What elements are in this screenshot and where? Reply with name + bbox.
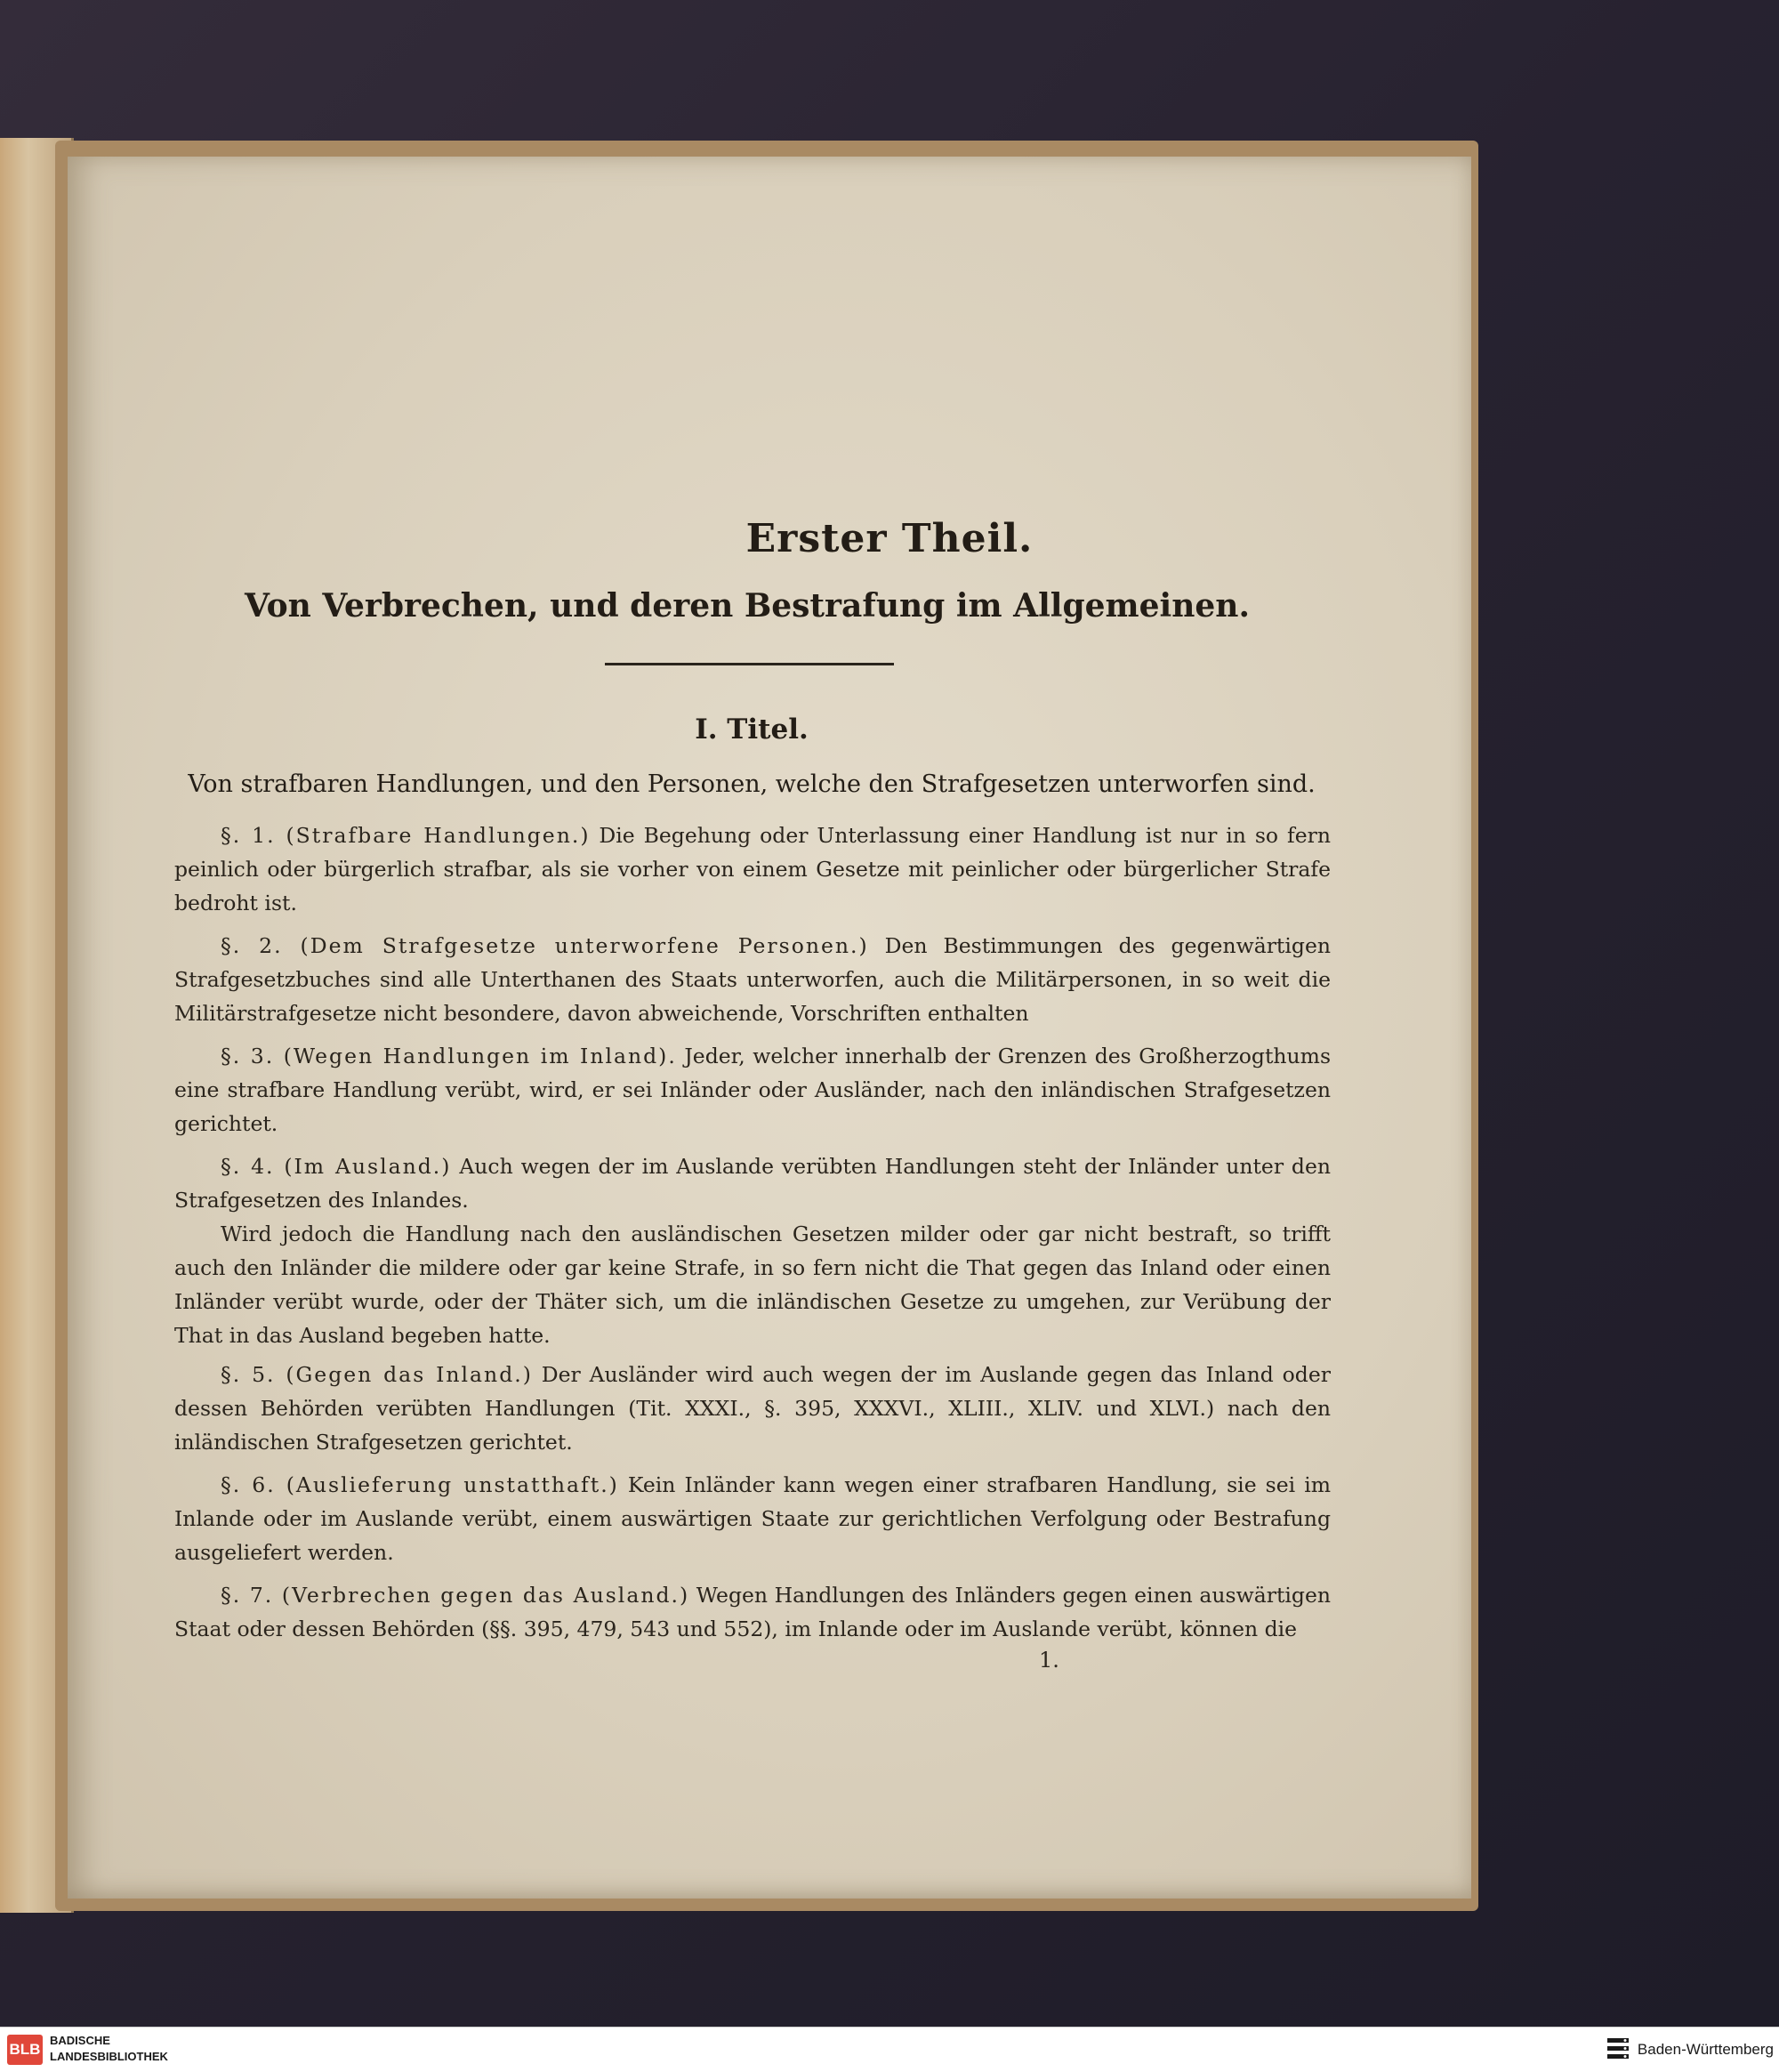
section-title: I. Titel. [695, 714, 809, 746]
paragraph-lead: §. 5. (Gegen das Inland.) [221, 1362, 533, 1387]
state-name: Baden-Württemberg [1637, 2041, 1774, 2058]
paragraph-5 [174, 1358, 1331, 1459]
paragraph-3 [174, 1039, 1331, 1141]
paragraph-text: Jeder, welcher innerhalb der Grenzen des Großherzogthums eine strafbare Handlung verübt, wird, er sei Inländer oder Ausländer, nach den inländischen Strafgesetzen gerichtet. [174, 1044, 1331, 1136]
library-name-line2: LANDESBIBLIOTHEK [50, 2050, 168, 2063]
paragraph-4-continuation [174, 1217, 1331, 1352]
paragraph-lead: §. 6. (Auslieferung unstatthaft.) [221, 1472, 619, 1497]
section-subtitle: Von strafbaren Handlungen, und den Personen, welche den Strafgesetzen unterworfen sind. [188, 770, 1316, 798]
paragraph-lead: §. 2. (Dem Strafgesetze unterworfene Personen.) [221, 933, 869, 958]
paragraph-text: Die Begehung oder Unterlassung einer Handlung ist nur in so fern peinlich oder bürgerlich strafbar, als sie vorher von einem Gesetze mit peinlicher oder bürgerlicher Strafe bedroht ist. [174, 823, 1331, 915]
viewer-footer [0, 2027, 1779, 2072]
paragraph-6 [174, 1468, 1331, 1569]
paragraph-lead: §. 3. (Wegen Handlungen im Inland). [221, 1044, 677, 1068]
paragraph-4 [174, 1149, 1331, 1217]
paragraph-text: Auch wegen der im Auslande verübten Handlungen steht der Inländer unter den Strafgesetzen des Inlandes. [174, 1154, 1331, 1213]
paragraph-text: Wegen Handlungen des Inländers gegen einen auswärtigen Staat oder dessen Behörden (§§. 395, 479, 543 und 552), im Inlande oder im Auslande verübt, können die [174, 1583, 1331, 1641]
paragraph-text: Der Ausländer wird auch wegen der im Auslande gegen das Inland oder dessen Behörden verübten Handlungen (Tit. XXXI., §. 395, XXXVI., XLIII., XLIV. und XLVI.) nach den inländischen Strafgesetzen gerichtet. [174, 1362, 1331, 1455]
paragraph-1 [174, 818, 1331, 920]
blb-logo[interactable]: BLB [7, 2035, 43, 2065]
state-branding[interactable] [1606, 2036, 1774, 2063]
baden-wuerttemberg-lions-icon [1606, 2036, 1630, 2063]
paragraph-text: Kein Inländer kann wegen einer strafbaren Handlung, sie sei im Inlande oder im Auslande verübt, einem auswärtigen Staate zur gerichtlichen Verfolgung oder Bestrafung ausgeliefert werden. [174, 1472, 1331, 1565]
title-divider [605, 663, 894, 665]
paragraph-7 [174, 1578, 1331, 1646]
part-title: Erster Theil. [745, 516, 1034, 561]
paragraph-2 [174, 929, 1331, 1030]
paragraph-text: Wird jedoch die Handlung nach den ausländischen Gesetzen milder oder gar nicht bestraft, so trifft auch den Inländer die mildere oder gar keine Strafe, in so fern nicht die That gegen das Inland oder einen Inländer verübt wurde, oder der Thäter sich, um die inländischen Gesetze zu umgehen, zur Verübung der That in das Ausland begeben hatte. [174, 1221, 1331, 1348]
library-name-line1: BADISCHE [50, 2034, 110, 2047]
paragraph-lead: §. 1. (Strafbare Handlungen.) [221, 823, 591, 848]
paragraph-lead: §. 7. (Verbrechen gegen das Ausland.) [221, 1583, 690, 1608]
paragraph-text: Den Bestimmungen des gegenwärtigen Strafgesetzbuches sind alle Unterthanen des Staats unterworfen, auch die Militärpersonen, in so weit die Militärstrafgesetze nicht besondere, davon abweichende, Vorschriften enthalten [174, 933, 1331, 1026]
part-subtitle: Von Verbrechen, und deren Bestrafung im Allgemeinen. [244, 587, 1250, 625]
library-name [50, 2033, 168, 2065]
page-number: 1. [1039, 1648, 1059, 1673]
paragraph-lead: §. 4. (Im Ausland.) [221, 1154, 452, 1179]
